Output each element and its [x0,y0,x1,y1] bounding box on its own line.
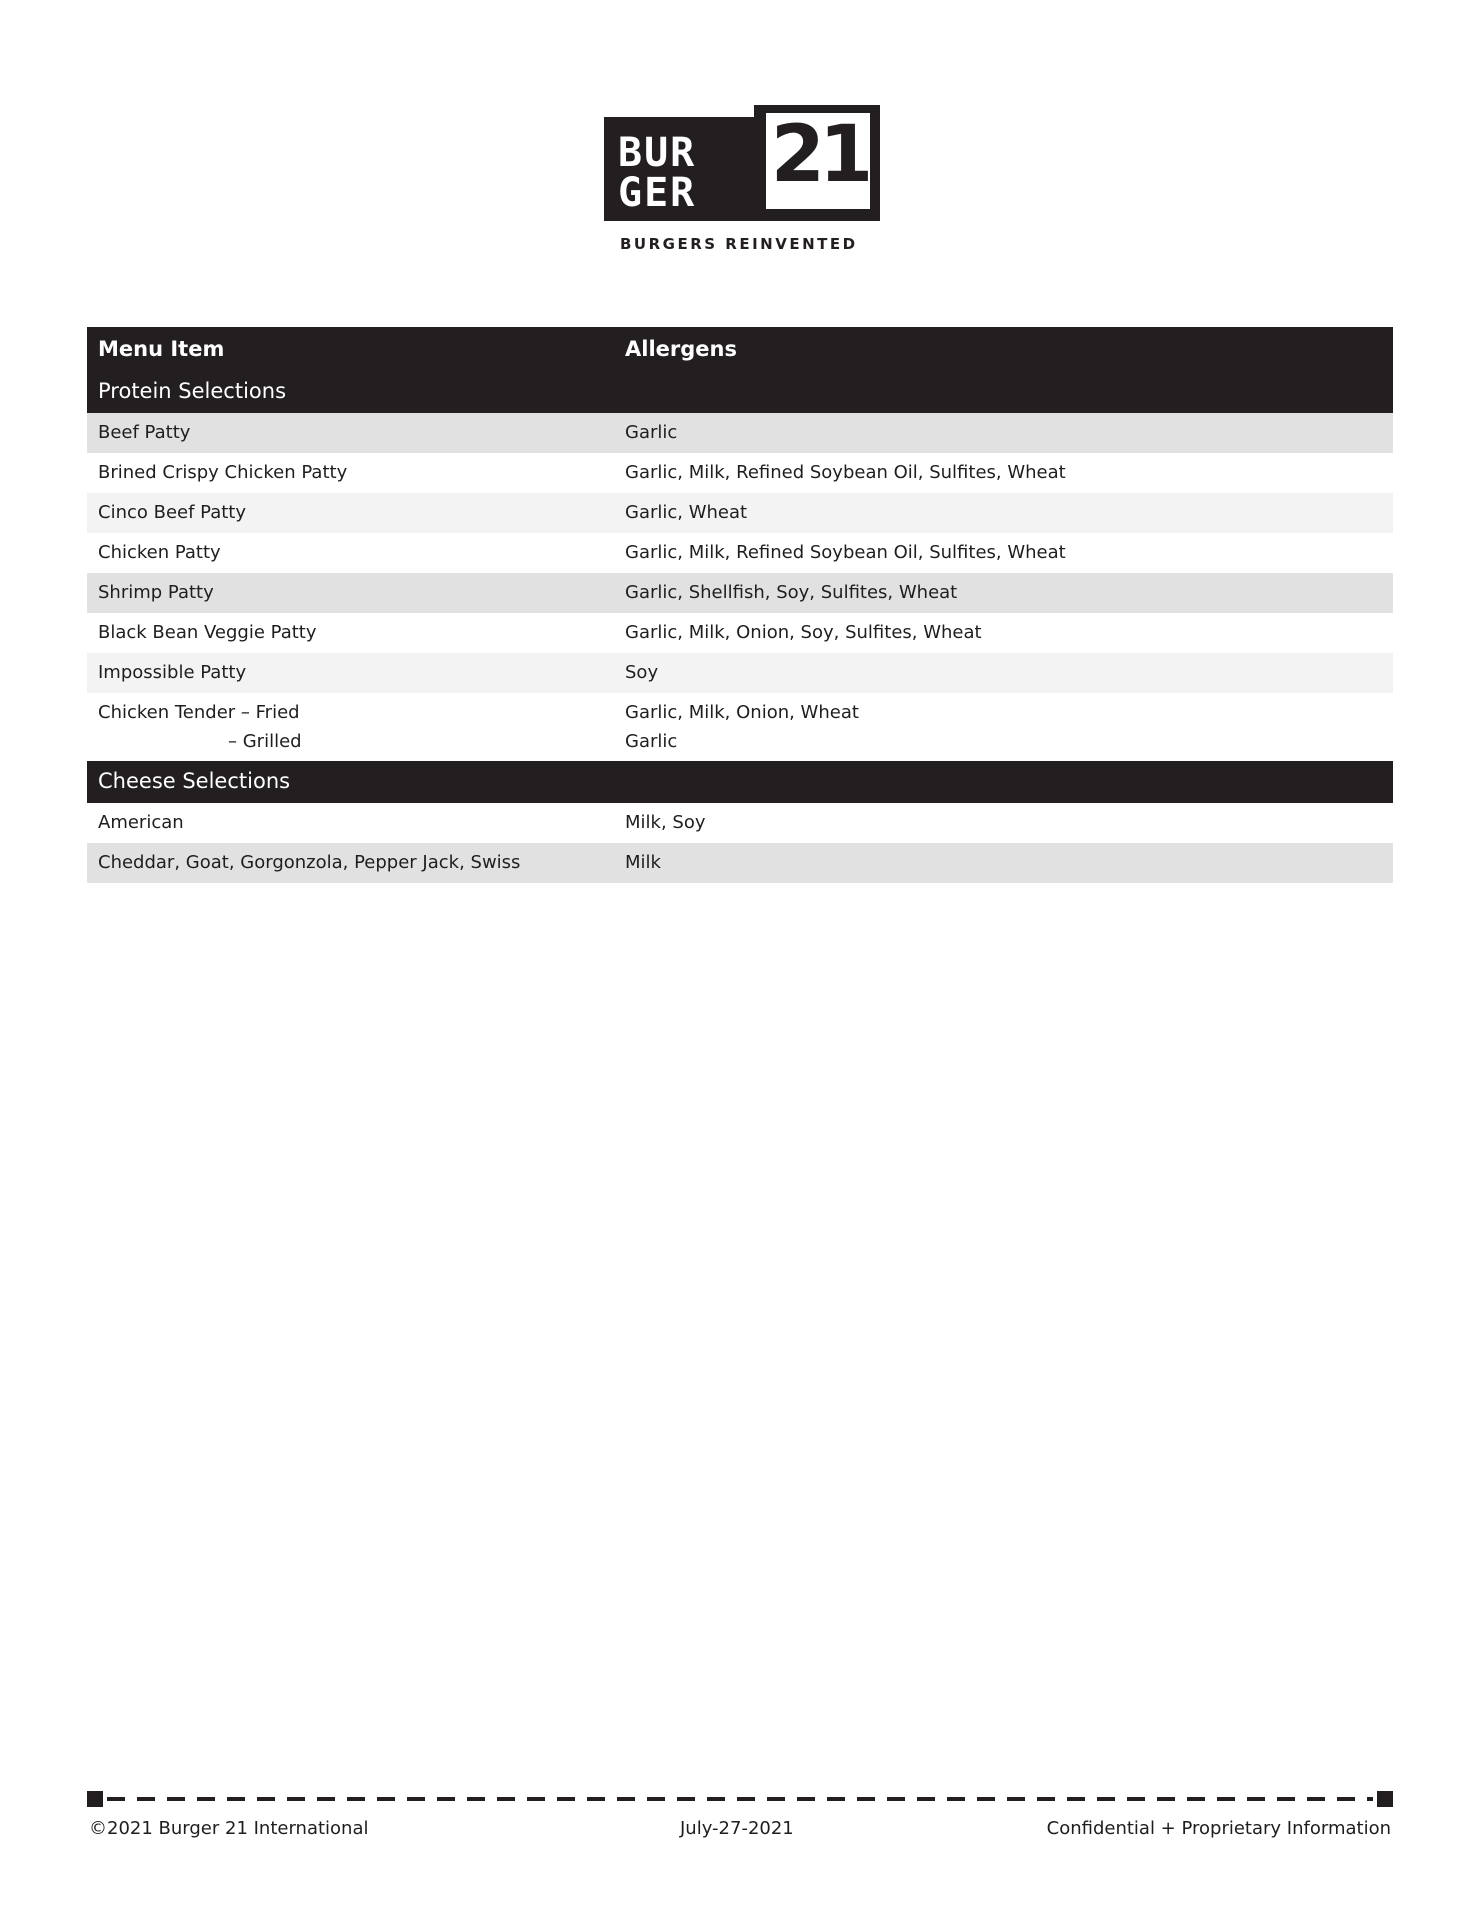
table-row [87,803,1393,843]
allergens: Garlic, Milk, Onion, Wheat [625,702,859,723]
table-row [87,613,1393,653]
table-row [87,533,1393,573]
allergens: Milk, Soy [625,812,706,833]
table-row [87,493,1393,533]
logo-text-ger: GER [618,170,697,216]
table-row [87,573,1393,613]
allergens: Garlic, Milk, Refined Soybean Oil, Sulfites, Wheat [625,542,1066,563]
menu-item: Chicken Patty [98,542,221,563]
allergens: Garlic, Milk, Onion, Soy, Sulfites, Wheat [625,622,982,643]
menu-item: Shrimp Patty [98,582,214,603]
table-row [87,453,1393,493]
menu-item: Cinco Beef Patty [98,502,247,523]
allergens: Garlic, Wheat [625,502,748,523]
table-row [87,413,1393,453]
menu-item: American [98,812,184,833]
table-row [87,653,1393,693]
allergens: Milk [625,852,661,873]
logo-text-bur: BUR [618,130,697,176]
header-menu-item: Menu Item [98,337,225,361]
footer-dashed-rule [87,1791,1393,1807]
burger21-logo [604,105,884,255]
menu-item: Impossible Patty [98,662,247,683]
section-title: Cheese Selections [98,769,291,793]
section-cheese [87,761,1393,803]
allergens: Garlic, Shellfish, Soy, Sulfites, Wheat [625,582,958,603]
menu-item: Beef Patty [98,422,191,443]
menu-item-variant: – Grilled [228,731,302,752]
section-title: Protein Selections [98,379,287,403]
menu-item: Chicken Tender – Fried [98,702,300,723]
footer-confidential: Confidential + Proprietary Information [1046,1818,1391,1839]
table-row [87,843,1393,883]
logo-number: 21 [770,110,868,200]
logo-trademark: TM [862,209,878,219]
allergens: Garlic, Milk, Refined Soybean Oil, Sulfites, Wheat [625,462,1066,483]
menu-item: Brined Crispy Chicken Patty [98,462,348,483]
allergen-table [87,327,1393,883]
allergens: Soy [625,662,659,683]
menu-item: Black Bean Veggie Patty [98,622,317,643]
header-allergens: Allergens [625,337,737,361]
menu-item: Cheddar, Goat, Gorgonzola, Pepper Jack, Swiss [98,852,521,873]
section-protein [87,371,1393,413]
logo-tagline: BURGERS REINVENTED [620,235,858,253]
allergens: Garlic [625,422,678,443]
table-header [87,327,1393,371]
footer-copyright: ©2021 Burger 21 International [89,1818,369,1839]
footer-date: July-27-2021 [680,1818,794,1839]
allergens-variant: Garlic [625,731,678,752]
table-row [87,693,1393,761]
